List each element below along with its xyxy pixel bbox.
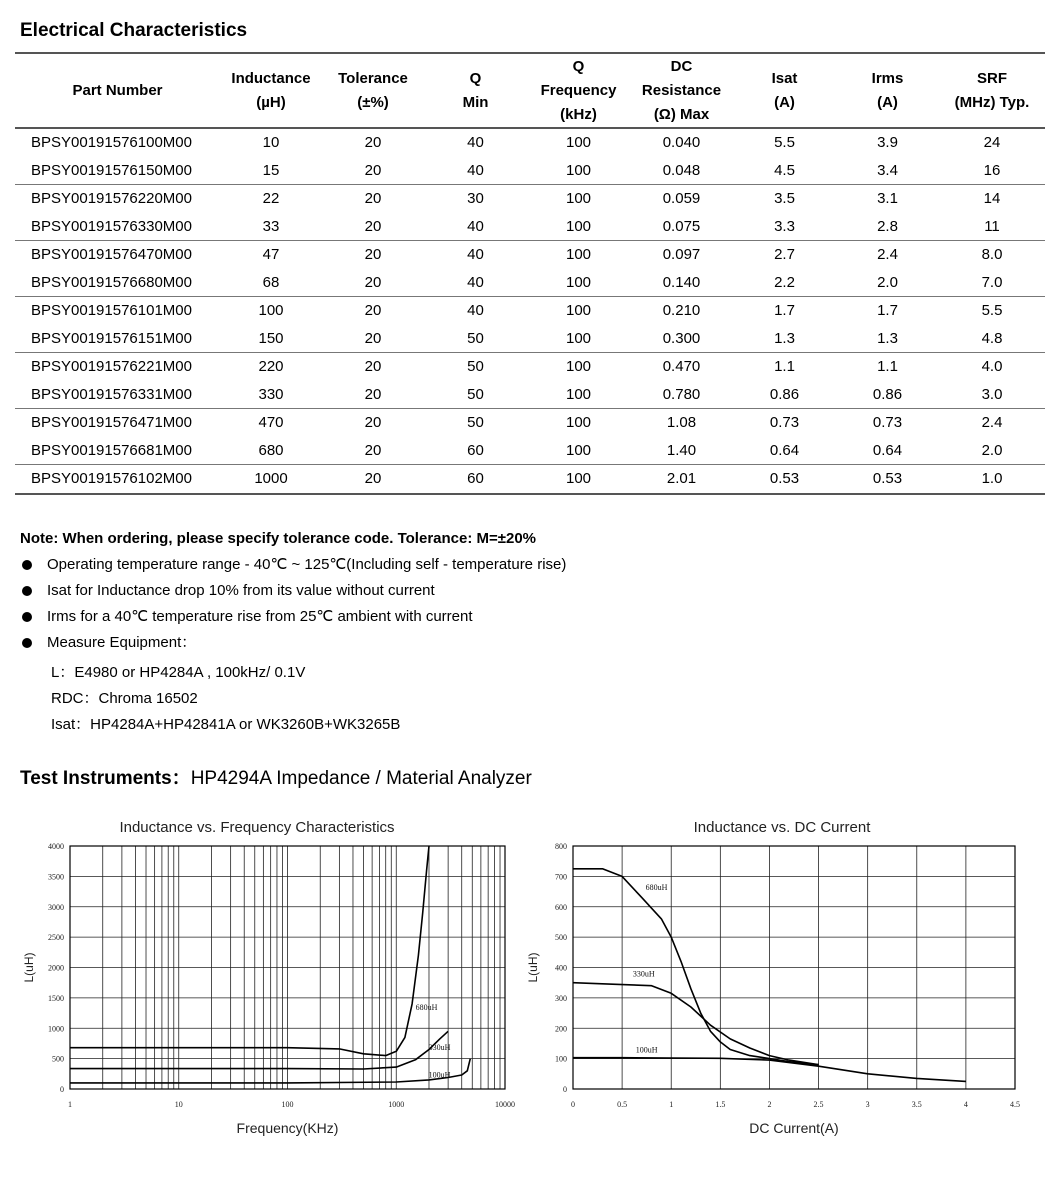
cell-srf: 1.0 xyxy=(939,465,1045,494)
test-instruments-value: HP4294A Impedance / Material Analyzer xyxy=(190,768,532,789)
y-tick-label: 1000 xyxy=(48,1024,64,1034)
cell-isat: 0.64 xyxy=(733,437,836,465)
cell-irms: 3.9 xyxy=(877,134,898,152)
cell-part-number: BPSY00191576220M00 xyxy=(31,190,192,208)
column-header-srf: SRF (MHz) Typ. xyxy=(939,53,1045,128)
cell-isat: 1.3 xyxy=(733,325,836,353)
test-instruments xyxy=(20,763,532,790)
cell-q-min: 60 xyxy=(424,465,527,494)
cell-inductance: 10 xyxy=(262,134,280,152)
cell-q-min: 40 xyxy=(424,157,527,185)
cell-inductance: 470 xyxy=(258,414,284,432)
cell-q-frequency: 100 xyxy=(565,414,592,432)
table-row xyxy=(15,185,1045,213)
x-tick-label: 10000 xyxy=(495,1100,515,1109)
y-axis-label: L(uH) xyxy=(526,952,540,983)
cell-inductance: 33 xyxy=(220,213,322,241)
x-tick-label: 1.5 xyxy=(715,1100,726,1109)
cell-srf: 3.0 xyxy=(939,381,1045,409)
cell-inductance: 15 xyxy=(220,157,322,185)
cell-part-number: BPSY00191576471M00 xyxy=(31,414,192,432)
cell-tolerance: 20 xyxy=(364,358,382,376)
cell-dc-resistance: 1.08 xyxy=(666,414,697,432)
cell-part-number: BPSY00191576101M00 xyxy=(31,302,192,320)
series-label: 680uH xyxy=(415,1003,438,1013)
cell-part-number: BPSY00191576221M00 xyxy=(31,358,192,376)
x-tick-label: 2 xyxy=(767,1100,772,1109)
equipment-l: L：E4980 or HP4284A , 100kHz/ 0.1V xyxy=(51,664,306,681)
cell-srf: 7.0 xyxy=(939,269,1045,297)
cell-irms: 0.86 xyxy=(836,381,939,409)
bullet-icon xyxy=(22,560,32,570)
x-tick-label: 1 xyxy=(669,1100,674,1109)
cell-part-number: BPSY00191576150M00 xyxy=(15,157,220,185)
cell-dc-resistance: 0.140 xyxy=(630,269,733,297)
table-row xyxy=(15,297,1045,325)
cell-tolerance: 20 xyxy=(322,325,424,353)
y-tick-label: 0 xyxy=(563,1085,567,1094)
column-header-irms: Irms (A) xyxy=(836,53,939,128)
cell-q-min: 50 xyxy=(467,414,484,432)
cell-q-frequency: 100 xyxy=(527,157,630,185)
table-row xyxy=(15,409,1045,437)
column-header-q-min: Q Min xyxy=(424,53,527,128)
cell-tolerance: 20 xyxy=(322,157,424,185)
cell-irms: 0.53 xyxy=(836,465,939,494)
table-row xyxy=(15,325,1045,353)
series-label: 680uH xyxy=(645,883,668,893)
x-tick-label: 3.5 xyxy=(911,1100,922,1109)
table-row xyxy=(15,437,1045,465)
cell-isat: 1.7 xyxy=(774,302,795,320)
cell-q-frequency: 100 xyxy=(527,213,630,241)
cell-tolerance: 20 xyxy=(322,381,424,409)
cell-inductance: 47 xyxy=(262,246,280,264)
series-line-680uH xyxy=(70,846,429,1056)
cell-q-min: 50 xyxy=(467,358,484,376)
table-row xyxy=(15,213,1045,241)
y-tick-label: 100 xyxy=(555,1054,567,1064)
equipment-rdc: RDC：Chroma 16502 xyxy=(51,690,198,707)
cell-tolerance: 20 xyxy=(322,465,424,494)
cell-isat: 0.53 xyxy=(733,465,836,494)
cell-dc-resistance: 0.097 xyxy=(662,246,701,264)
y-tick-label: 500 xyxy=(555,933,567,943)
cell-srf: 24 xyxy=(983,134,1001,152)
x-tick-label: 10 xyxy=(174,1100,183,1109)
cell-q-min: 40 xyxy=(424,213,527,241)
inductance-vs-frequency-chart xyxy=(15,812,525,1142)
y-tick-label: 3000 xyxy=(48,902,64,912)
table-row xyxy=(15,269,1045,297)
cell-srf: 4.0 xyxy=(981,358,1003,376)
cell-inductance: 22 xyxy=(262,190,280,208)
x-axis-label: DC Current(A) xyxy=(749,1120,839,1136)
column-header-inductance: Inductance (µH) xyxy=(220,53,322,128)
cell-part-number: BPSY00191576470M00 xyxy=(31,246,192,264)
cell-tolerance: 20 xyxy=(364,302,382,320)
cell-irms: 3.1 xyxy=(877,190,898,208)
cell-srf: 5.5 xyxy=(981,302,1003,320)
column-header-q-frequency: Q Frequency (kHz) xyxy=(527,53,630,128)
cell-inductance: 680 xyxy=(220,437,322,465)
cell-srf: 11 xyxy=(939,213,1045,241)
x-axis-label: Frequency(KHz) xyxy=(236,1120,339,1136)
test-instruments-label: Test Instruments： xyxy=(20,768,191,789)
y-tick-label: 200 xyxy=(555,1024,567,1034)
series-line-330uH xyxy=(573,983,819,1065)
chart-title: Inductance vs. DC Current xyxy=(693,819,871,836)
series-line-680uH xyxy=(573,869,819,1065)
cell-tolerance: 20 xyxy=(322,269,424,297)
y-tick-label: 400 xyxy=(555,963,567,973)
x-tick-label: 1 xyxy=(68,1100,72,1109)
y-axis-label: L(uH) xyxy=(22,952,36,983)
cell-irms: 1.7 xyxy=(877,302,898,320)
cell-q-min: 40 xyxy=(467,302,484,320)
table-row xyxy=(15,241,1045,269)
cell-dc-resistance: 0.048 xyxy=(630,157,733,185)
cell-irms: 0.64 xyxy=(836,437,939,465)
cell-q-min: 40 xyxy=(424,269,527,297)
cell-part-number: BPSY00191576680M00 xyxy=(15,269,220,297)
cell-q-frequency: 100 xyxy=(565,302,592,320)
y-tick-label: 700 xyxy=(555,872,567,882)
cell-dc-resistance: 0.040 xyxy=(662,134,701,152)
equipment-isat: Isat：HP4284A+HP42841A or WK3260B+WK3265B xyxy=(51,716,401,733)
table-row xyxy=(15,465,1045,494)
table-row xyxy=(15,353,1045,381)
cell-isat: 3.5 xyxy=(774,190,795,208)
electrical-characteristics-table xyxy=(15,52,1045,495)
cell-part-number: BPSY00191576102M00 xyxy=(15,465,220,494)
cell-tolerance: 20 xyxy=(364,414,382,432)
cell-tolerance: 20 xyxy=(364,246,382,264)
cell-irms: 1.1 xyxy=(877,358,898,376)
table-row xyxy=(15,128,1045,157)
bullet-icon xyxy=(22,586,32,596)
cell-q-min: 30 xyxy=(467,190,484,208)
bullet-icon xyxy=(22,612,32,622)
cell-isat: 5.5 xyxy=(774,134,795,152)
cell-isat: 0.86 xyxy=(733,381,836,409)
x-tick-label: 4.5 xyxy=(1010,1100,1020,1109)
cell-isat: 2.2 xyxy=(733,269,836,297)
column-header-dc-resistance: DC Resistance (Ω) Max xyxy=(630,53,733,128)
y-tick-label: 600 xyxy=(555,902,567,912)
cell-q-min: 40 xyxy=(467,246,484,264)
y-tick-label: 4000 xyxy=(48,842,64,851)
cell-inductance: 150 xyxy=(220,325,322,353)
cell-isat: 3.3 xyxy=(733,213,836,241)
table-header-row xyxy=(15,53,1045,128)
x-tick-label: 0 xyxy=(571,1100,575,1109)
section-title: Electrical Characteristics xyxy=(20,20,248,41)
cell-irms: 3.4 xyxy=(836,157,939,185)
x-tick-label: 2.5 xyxy=(813,1100,824,1109)
cell-tolerance: 20 xyxy=(322,213,424,241)
cell-part-number: BPSY00191576100M00 xyxy=(31,134,192,152)
y-tick-label: 2000 xyxy=(48,963,64,973)
column-header-tolerance: Tolerance (±%) xyxy=(322,53,424,128)
cell-irms: 2.8 xyxy=(836,213,939,241)
inductance-vs-dc-current-chart xyxy=(525,812,1045,1142)
cell-irms: 0.73 xyxy=(872,414,903,432)
cell-q-frequency: 100 xyxy=(565,134,592,152)
cell-srf: 14 xyxy=(983,190,1001,208)
cell-srf: 2.4 xyxy=(981,414,1003,432)
column-header-isat: Isat (A) xyxy=(733,53,836,128)
cell-dc-resistance: 0.059 xyxy=(662,190,701,208)
y-tick-label: 1500 xyxy=(48,993,64,1003)
cell-part-number: BPSY00191576330M00 xyxy=(15,213,220,241)
cell-dc-resistance: 0.470 xyxy=(662,358,701,376)
cell-isat: 0.73 xyxy=(769,414,800,432)
x-tick-label: 1000 xyxy=(388,1100,405,1109)
cell-part-number: BPSY00191576151M00 xyxy=(15,325,220,353)
y-tick-label: 800 xyxy=(555,842,567,851)
cell-q-frequency: 100 xyxy=(527,465,630,494)
bullet-icon xyxy=(22,638,32,648)
y-tick-label: 3500 xyxy=(48,872,64,882)
x-tick-label: 0.5 xyxy=(617,1100,628,1109)
cell-q-frequency: 100 xyxy=(565,358,592,376)
x-tick-label: 100 xyxy=(281,1100,294,1109)
cell-part-number: BPSY00191576331M00 xyxy=(15,381,220,409)
cell-srf: 4.8 xyxy=(939,325,1045,353)
cell-inductance: 220 xyxy=(258,358,284,376)
cell-srf: 16 xyxy=(939,157,1045,185)
column-header-part-number: Part Number xyxy=(15,53,220,128)
y-tick-label: 0 xyxy=(60,1085,64,1094)
cell-q-min: 50 xyxy=(424,325,527,353)
y-tick-label: 500 xyxy=(52,1054,64,1064)
cell-srf: 8.0 xyxy=(981,246,1003,264)
cell-part-number: BPSY00191576681M00 xyxy=(15,437,220,465)
cell-dc-resistance: 1.40 xyxy=(630,437,733,465)
cell-dc-resistance: 0.300 xyxy=(630,325,733,353)
ordering-note: Note: When ordering, please specify tolerance code. Tolerance: M=±20% xyxy=(20,530,537,547)
cell-q-frequency: 100 xyxy=(527,381,630,409)
cell-dc-resistance: 0.210 xyxy=(662,302,701,320)
cell-q-frequency: 100 xyxy=(527,325,630,353)
cell-dc-resistance: 0.075 xyxy=(630,213,733,241)
cell-irms: 2.4 xyxy=(877,246,898,264)
series-label: 330uH xyxy=(632,969,655,979)
cell-tolerance: 20 xyxy=(364,190,382,208)
series-label: 100uH xyxy=(635,1045,658,1055)
cell-srf: 2.0 xyxy=(939,437,1045,465)
cell-inductance: 330 xyxy=(220,381,322,409)
cell-irms: 1.3 xyxy=(836,325,939,353)
cell-inductance: 68 xyxy=(220,269,322,297)
cell-dc-resistance: 2.01 xyxy=(630,465,733,494)
cell-dc-resistance: 0.780 xyxy=(630,381,733,409)
y-tick-label: 2500 xyxy=(48,933,64,943)
cell-q-min: 50 xyxy=(424,381,527,409)
series-label: 100uH xyxy=(428,1070,451,1080)
table-row xyxy=(15,381,1045,409)
cell-tolerance: 20 xyxy=(322,437,424,465)
table-row xyxy=(15,157,1045,185)
cell-inductance: 100 xyxy=(258,302,284,320)
chart-title: Inductance vs. Frequency Characteristics xyxy=(119,819,395,836)
cell-q-min: 60 xyxy=(424,437,527,465)
cell-isat: 4.5 xyxy=(733,157,836,185)
x-tick-label: 3 xyxy=(865,1100,870,1109)
y-tick-label: 300 xyxy=(555,993,567,1003)
cell-isat: 2.7 xyxy=(774,246,795,264)
cell-q-min: 40 xyxy=(467,134,484,152)
cell-q-frequency: 100 xyxy=(527,269,630,297)
cell-tolerance: 20 xyxy=(364,134,382,152)
cell-q-frequency: 100 xyxy=(565,246,592,264)
cell-isat: 1.1 xyxy=(774,358,795,376)
cell-irms: 2.0 xyxy=(836,269,939,297)
x-tick-label: 4 xyxy=(963,1100,968,1109)
cell-inductance: 1000 xyxy=(220,465,322,494)
series-label: 330uH xyxy=(428,1043,451,1053)
cell-q-frequency: 100 xyxy=(527,437,630,465)
cell-q-frequency: 100 xyxy=(565,190,592,208)
